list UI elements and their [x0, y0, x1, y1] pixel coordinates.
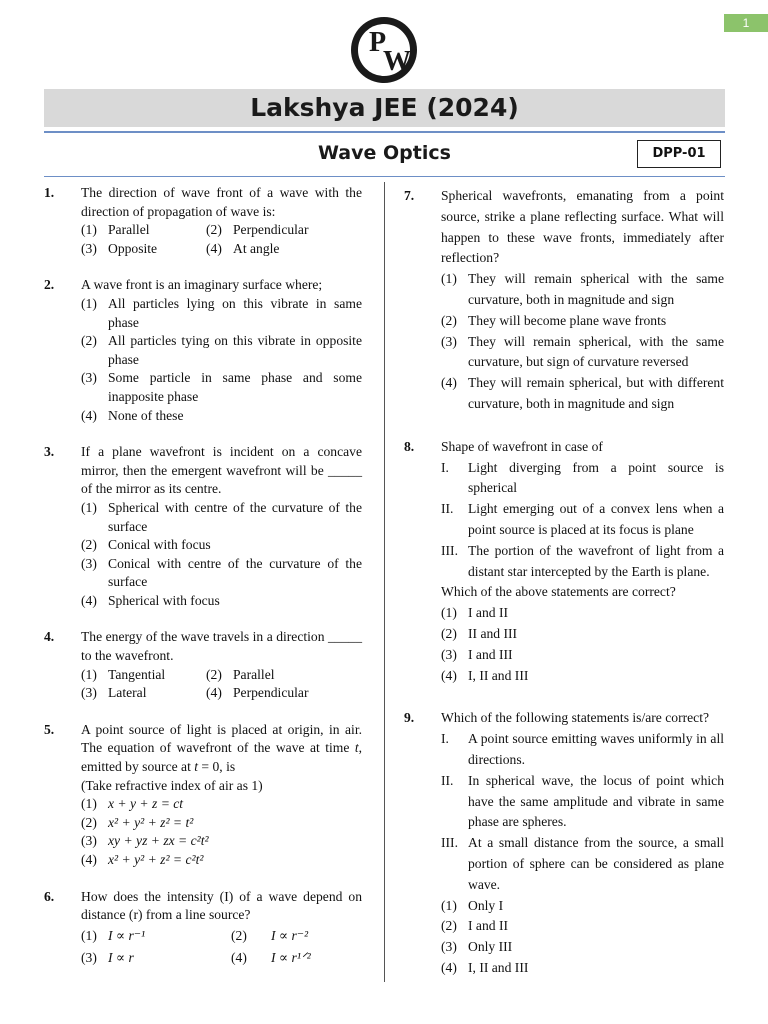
- option-2: (2) Perpendicular: [206, 222, 309, 238]
- option-4: (4) I, II and III: [441, 959, 529, 975]
- option-2: (2) All particles tying on this vibrate in opposite phase: [81, 333, 362, 367]
- option-4: (4) At angle: [206, 240, 280, 256]
- option-2: (2) I and II: [441, 918, 509, 934]
- option-1: (1) They will remain spherical with the same curvature, both in magnitude and sign: [441, 271, 724, 307]
- dpp-code-badge: DPP-01: [637, 140, 721, 168]
- question-text: If a plane wavefront is incident on a concave mirror, then the emergent wavefront will be _____ of the mirror as its centre.: [81, 444, 362, 497]
- question-1: [44, 184, 362, 258]
- option-1: (1) x + y + z = ct: [81, 796, 184, 812]
- option-2: (2) Conical with focus: [81, 537, 211, 553]
- question-9: [404, 708, 724, 978]
- statement-3: III. The portion of the wavefront of light from a distant star intercepted by the Earth is plane.: [441, 542, 724, 579]
- column-divider: [384, 182, 385, 982]
- question-text: Shape of wavefront in case of: [441, 438, 603, 454]
- question-number: 8.: [404, 438, 415, 454]
- pw-logo: [351, 17, 417, 83]
- title-divider: [44, 131, 725, 133]
- page-number: 1: [724, 14, 768, 32]
- option-3: (3) xy + yz + zx = c²t²: [81, 833, 209, 849]
- option-1: (1) Only I: [441, 897, 504, 913]
- option-3: (3) I ∝ r: [81, 949, 134, 965]
- statement-2: II. Light emerging out of a convex lens when a point source is placed at its focus is plane: [441, 501, 724, 537]
- option-2: (2) x² + y² + z² = t²: [81, 814, 194, 830]
- option-4: (4) They will remain spherical, but with different curvature, both in magnitude and sign: [441, 375, 724, 411]
- question-number: 6.: [44, 888, 55, 904]
- question-number: 4.: [44, 629, 55, 645]
- option-3: (3) Only III: [441, 939, 513, 955]
- option-3: (3) Opposite: [81, 240, 158, 256]
- left-column: [44, 184, 362, 969]
- option-3: (3) They will remain spherical, with the same curvature, but sign of curvature reversed: [441, 333, 724, 370]
- option-4: (4) Perpendicular: [206, 685, 309, 701]
- options: [81, 925, 362, 969]
- option-4: (4) Spherical with focus: [81, 592, 220, 608]
- options: [81, 221, 362, 258]
- option-1: (1) All particles lying on this vibrate in same phase: [81, 295, 362, 330]
- option-2: (2) I ∝ r⁻²: [231, 927, 309, 943]
- right-column: [404, 186, 724, 979]
- question-4: [44, 628, 362, 702]
- logo-letter-w: W: [383, 46, 411, 77]
- question-text: The direction of wave front of a wave with the direction of propagation of wave is:: [81, 185, 362, 219]
- question-note: (Take refractive index of air as 1): [81, 777, 263, 793]
- question-8: [404, 437, 724, 687]
- question-7: [404, 186, 724, 415]
- question-number: 9.: [404, 710, 415, 726]
- question-2: [44, 276, 362, 425]
- question-text: A point source of light is placed at origin, in air. The equation of wavefront of the wave at time t, emitted by source at t = 0, is: [81, 721, 362, 775]
- option-1: (1) Parallel: [81, 222, 150, 238]
- logo-letter-p: P: [369, 27, 387, 58]
- question-text: How does the intensity (I) of a wave depend on distance (r) from a line source?: [81, 888, 362, 923]
- question-5: [44, 721, 362, 870]
- option-3: (3) Conical with centre of the curvature of the surface: [81, 555, 362, 590]
- question-text: A wave front is an imaginary surface where;: [81, 277, 323, 293]
- question-prompt: Which of the above statements are correct?: [441, 584, 676, 600]
- statement-1: I. Light diverging from a point source is spherical: [441, 459, 724, 496]
- question-number: 7.: [404, 188, 415, 203]
- option-3: (3) Lateral: [81, 685, 147, 701]
- question-text: Which of the following statements is/are correct?: [441, 710, 709, 726]
- option-3: (3) Some particle in same phase and some inapposite phase: [81, 370, 362, 404]
- option-4: (4) I ∝ r¹ᐟ²: [231, 949, 311, 965]
- question-text: The energy of the wave travels in a direction _____ to the wavefront.: [81, 629, 362, 664]
- option-4: (4) I, II and III: [441, 667, 529, 683]
- option-2: (2) They will become plane wave fronts: [441, 312, 667, 328]
- page-title: Lakshya JEE (2024): [44, 89, 725, 127]
- option-4: (4) x² + y² + z² = c²t²: [81, 852, 204, 867]
- option-1: (1) I ∝ r⁻¹: [81, 927, 146, 943]
- option-3: (3) I and III: [441, 646, 513, 662]
- options: [81, 666, 362, 703]
- question-number: 3.: [44, 444, 55, 460]
- option-2: (2) II and III: [441, 625, 518, 641]
- option-4: (4) None of these: [81, 407, 184, 423]
- option-1: (1) Spherical with centre of the curvature of the surface: [81, 499, 362, 534]
- option-1: (1) I and II: [441, 605, 509, 621]
- statement-2: II. In spherical wave, the locus of point which have the same amplitude and vibrate in same phase are spheres.: [441, 772, 724, 830]
- option-2: (2) Parallel: [206, 666, 275, 682]
- option-1: (1) Tangential: [81, 666, 166, 682]
- statement-1: I. A point source emitting waves uniformly in all directions.: [441, 731, 724, 767]
- question-number: 1.: [44, 185, 55, 200]
- header-divider: [44, 176, 725, 177]
- question-text: Spherical wavefronts, emanating from a point source, strike a plane reflecting surface. What will happen to these wave fronts, immediately after reflection?: [441, 188, 724, 266]
- statement-3: III. At a small distance from the source, a small portion of sphere can be considered as plane wave.: [441, 835, 724, 892]
- question-number: 2.: [44, 277, 55, 293]
- chapter-title: Wave Optics: [318, 142, 451, 164]
- question-6: [44, 888, 362, 969]
- question-3: [44, 443, 362, 610]
- question-number: 5.: [44, 721, 55, 737]
